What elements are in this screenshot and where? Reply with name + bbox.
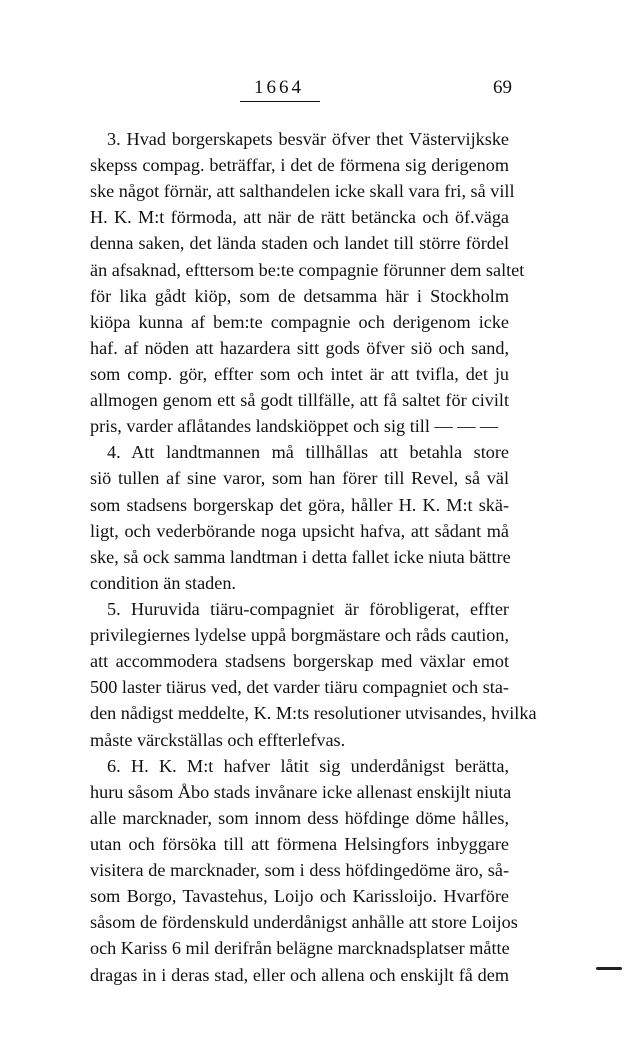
text-line: som Borgo, Tavastehus, Loijo och Karissloijo. Hvarföre <box>90 886 509 907</box>
text-line: för lika gådt kiöp, som de detsamma här i Stockholm <box>90 285 509 306</box>
page-header <box>0 76 644 106</box>
text-line: ske något förnär, att salthandelen icke skall vara fri, så vill <box>90 181 515 202</box>
text-line: utan och försöka till att förmena Helsingfors inbyggare <box>90 833 509 854</box>
text-line: haf. af nöden att hazardera sitt gods öfver siö och sand, <box>90 337 509 358</box>
text-line: att accommodera stadsens borgerskap med växlar emot <box>90 651 509 672</box>
text-line: denna saken, det lända staden och landet till större fördel <box>90 233 509 254</box>
text-line: alle marcknader, som innom dess höfdinge döme hålles, <box>90 807 509 828</box>
text-line: siö tullen af sine varor, som han förer till Revel, så väl <box>90 468 509 489</box>
page-edge-mark <box>596 967 622 970</box>
page-number: 69 <box>493 77 512 98</box>
text-line: 6. H. K. M:t hafver låtit sig underdånigst berätta, <box>107 755 509 776</box>
text-line: pris, varder aflåtandes landskiöppet och sig till — — — <box>90 416 499 437</box>
text-line: H. K. M:t förmoda, att när de rätt betäncka och öf.väga <box>90 207 509 228</box>
text-line: skepss compag. beträffar, i det de förmena sig derigenom <box>90 155 509 176</box>
text-line: och Kariss 6 mil derifrån belägne marcknadsplatser måtte <box>90 938 510 959</box>
text-line: visitera de marcknader, som i dess höfdingedöme äro, så- <box>90 860 509 881</box>
text-line: måste värckställas och effterlefvas. <box>90 729 346 750</box>
text-line: 500 laster tiärus ved, det varder tiäru compagniet och sta- <box>90 677 509 698</box>
text-line: som stadsens borgerskap det göra, håller H. K. M:t skä- <box>90 494 509 515</box>
text-line: 4. Att landtmannen må tillhållas att betahla store <box>107 442 509 463</box>
running-head-year: 1664 <box>254 77 304 98</box>
text-line: som comp. gör, effter som och intet är att tvifla, det ju <box>90 363 509 384</box>
text-line: såsom de fördenskuld underdånigst anhålle att store Loijos <box>90 912 518 933</box>
text-line: dragas in i deras stad, eller och allena och enskijlt få dem <box>90 964 509 985</box>
text-line: huru såsom Åbo stads invånare icke allenast enskijlt niuta <box>90 781 512 802</box>
text-line: allmogen genom ett så godt tillfälle, att få saltet för civilt <box>90 390 509 411</box>
text-line: privilegiernes lydelse uppå borgmästare och råds caution, <box>90 625 509 646</box>
text-line: kiöpa kunna af bem:te compagnie och derigenom icke <box>90 311 509 332</box>
text-line: condition än staden. <box>90 572 236 593</box>
body-text <box>90 126 537 988</box>
text-line: ske, så ock samma landtman i detta fallet icke niuta bättre <box>90 546 511 567</box>
text-line: den nådigst meddelte, K. M:ts resolutioner utvisandes, hvilka <box>90 703 537 724</box>
text-line: 3. Hvad borgerskapets besvär öfver thet Västervijkske <box>107 129 509 149</box>
text-line: ligt, och vederbörande noga upsicht hafva, att sådant må <box>90 520 509 541</box>
text-line: än afsaknad, efttersom be:te compagnie förunner dem saltet <box>90 259 525 280</box>
text-line: 5. Huruvida tiäru-compagniet är förobligerat, effter <box>107 598 509 619</box>
year-underline <box>240 101 320 102</box>
